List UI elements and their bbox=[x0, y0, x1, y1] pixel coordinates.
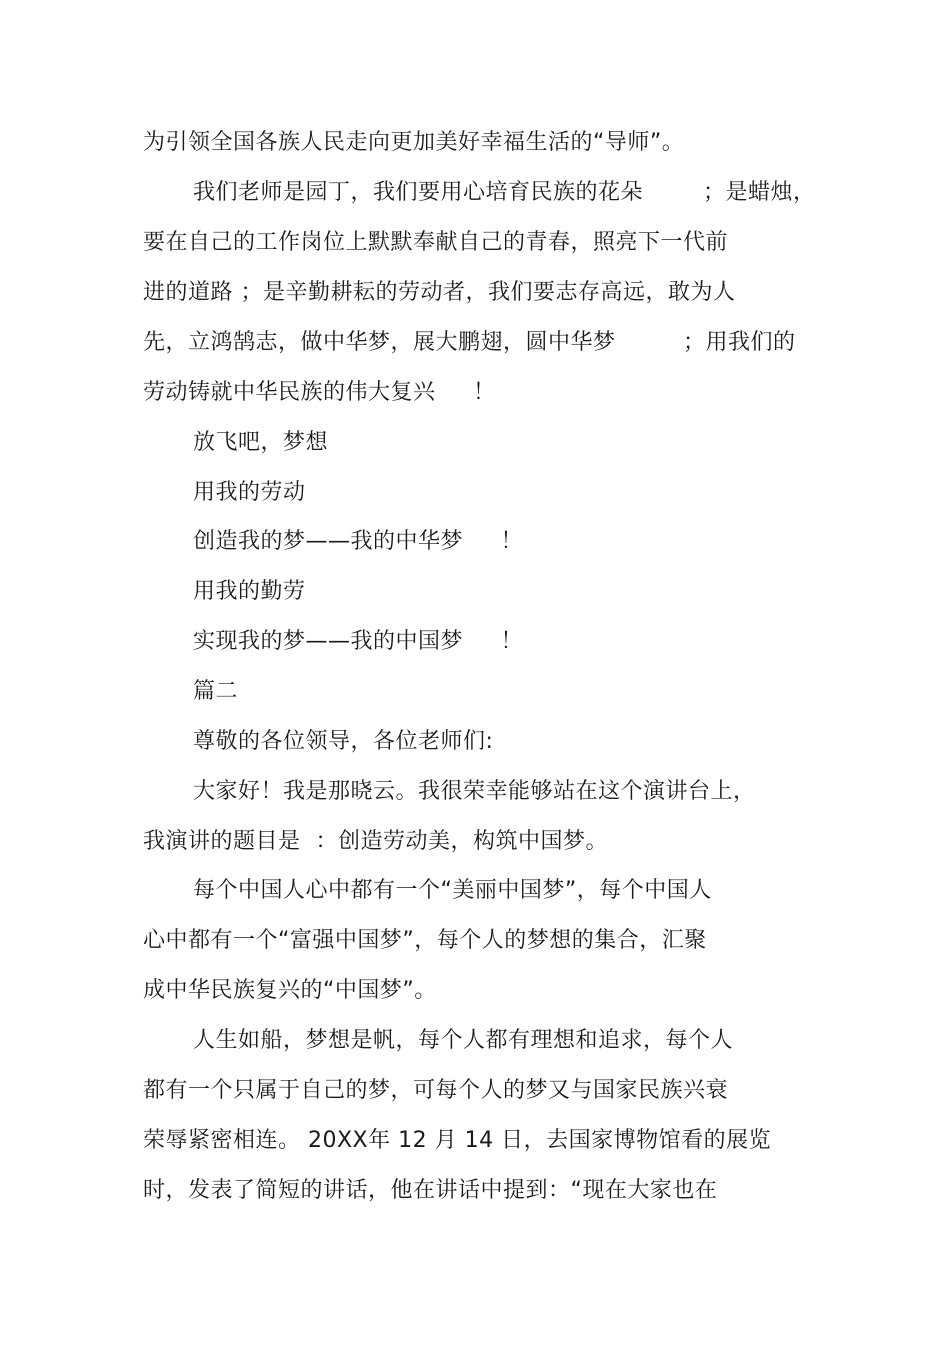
text-line: 我们老师是园丁，我们要用心培育民族的花朵 ；是蜡烛， bbox=[193, 180, 816, 205]
text-line: 为引领全国各族人民走向更加美好幸福生活的“导师”。 bbox=[143, 130, 685, 155]
text-line: 人生如船，梦想是帆，每个人都有理想和追求，每个人 bbox=[193, 1028, 734, 1053]
text-line: 时，发表了简短的讲话，他在讲话中提到：“现在大家也在 bbox=[143, 1178, 718, 1203]
text-line: 用我的勤劳 bbox=[193, 579, 306, 604]
text-line: 荣辱紧密相连。 20XX年 12 月 14 日，去国家博物馆看的展览 bbox=[143, 1128, 772, 1153]
text-line: 创造我的梦——我的中华梦 ！ bbox=[193, 529, 523, 554]
text-line: 我演讲的题目是 ：创造劳动美，构筑中国梦。 bbox=[143, 829, 608, 854]
text-line: 劳动铸就中华民族的伟大复兴 ！ bbox=[143, 380, 496, 405]
section-heading: 篇二 bbox=[193, 679, 239, 704]
text-line: 尊敬的各位领导，各位老师们: bbox=[193, 729, 494, 754]
text-line: 进的道路 ；是辛勤耕耘的劳动者，我们要志存高远，敢为人 bbox=[143, 280, 736, 305]
text-line: 心中都有一个“富强中国梦”，每个人的梦想的集合，汇聚 bbox=[143, 928, 707, 953]
text-line: 要在自己的工作岗位上默默奉献自己的青春，照亮下一代前 bbox=[143, 230, 729, 255]
text-line: 放飞吧，梦想 bbox=[193, 430, 329, 455]
text-line: 先，立鸿鹄志，做中华梦，展大鹏翅，圆中华梦 ；用我们的 bbox=[143, 330, 796, 355]
text-line: 成中华民族复兴的“中国梦”。 bbox=[143, 978, 437, 1003]
text-line: 每个中国人心中都有一个“美丽中国梦”，每个中国人 bbox=[193, 878, 712, 903]
text-line: 用我的劳动 bbox=[193, 480, 306, 505]
text-line: 实现我的梦——我的中国梦 ！ bbox=[193, 629, 523, 654]
text-line: 都有一个只属于自己的梦，可每个人的梦又与国家民族兴衰 bbox=[143, 1078, 729, 1103]
text-line: 大家好！我是那晓云。我很荣幸能够站在这个演讲台上， bbox=[193, 779, 756, 804]
